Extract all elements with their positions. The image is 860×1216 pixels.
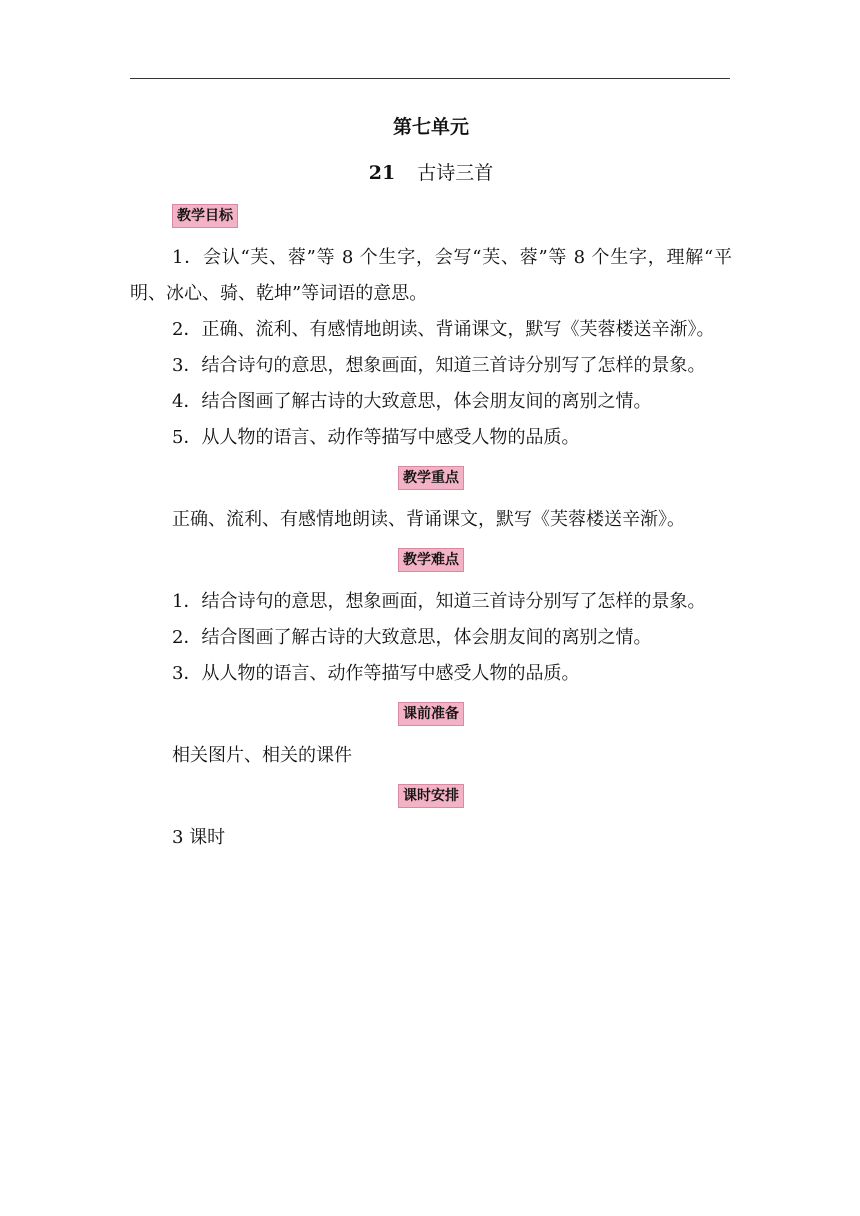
- difficulty-item: 3．从人物的语言、动作等描写中感受人物的品质。: [172, 663, 580, 684]
- lesson-name: 古诗三首: [417, 162, 494, 184]
- section-tag-difficulties: 教学难点: [398, 548, 464, 572]
- unit-title: 第七单元: [392, 116, 469, 138]
- schedule-item: 3 课时: [172, 827, 226, 848]
- section-tag-preparation: 课前准备: [398, 702, 464, 726]
- schedule-header: [130, 784, 732, 810]
- objectives-header: [130, 204, 732, 230]
- section-tag-key-points: 教学重点: [398, 466, 464, 490]
- objective-item: 1．会认“芙、蓉”等 8 个生字，会写“芙、蓉”等 8 个生字，理解“平明、冰心、骑、乾坤”等词语的意思。: [130, 247, 732, 304]
- difficulties-header: [130, 548, 732, 574]
- lesson-title: [130, 156, 732, 190]
- key-point-item: 正确、流利、有感情地朗读、背诵课文，默写《芙蓉楼送辛渐》。: [172, 509, 685, 530]
- key-points-header: [130, 466, 732, 492]
- difficulty-item: 2．结合图画了解古诗的大致意思，体会朋友间的离别之情。: [172, 627, 652, 648]
- difficulty-item: 1．结合诗句的意思，想象画面，知道三首诗分别写了怎样的景象。: [172, 591, 706, 612]
- section-tag-objectives: 教学目标: [172, 204, 238, 228]
- preparation-header: [130, 702, 732, 728]
- objective-item: 5．从人物的语言、动作等描写中感受人物的品质。: [172, 427, 580, 448]
- preparation-item: 相关图片、相关的课件: [172, 745, 352, 766]
- lesson-number: 21: [368, 162, 396, 184]
- objective-item: 4．结合图画了解古诗的大致意思，体会朋友间的离别之情。: [172, 391, 652, 412]
- objective-item: 2．正确、流利、有感情地朗读、背诵课文，默写《芙蓉楼送辛渐》。: [172, 319, 715, 340]
- header-rule: [130, 78, 730, 79]
- section-tag-schedule: 课时安排: [398, 784, 464, 808]
- objective-item: 3．结合诗句的意思，想象画面，知道三首诗分别写了怎样的景象。: [172, 355, 706, 376]
- page-content: [130, 110, 732, 856]
